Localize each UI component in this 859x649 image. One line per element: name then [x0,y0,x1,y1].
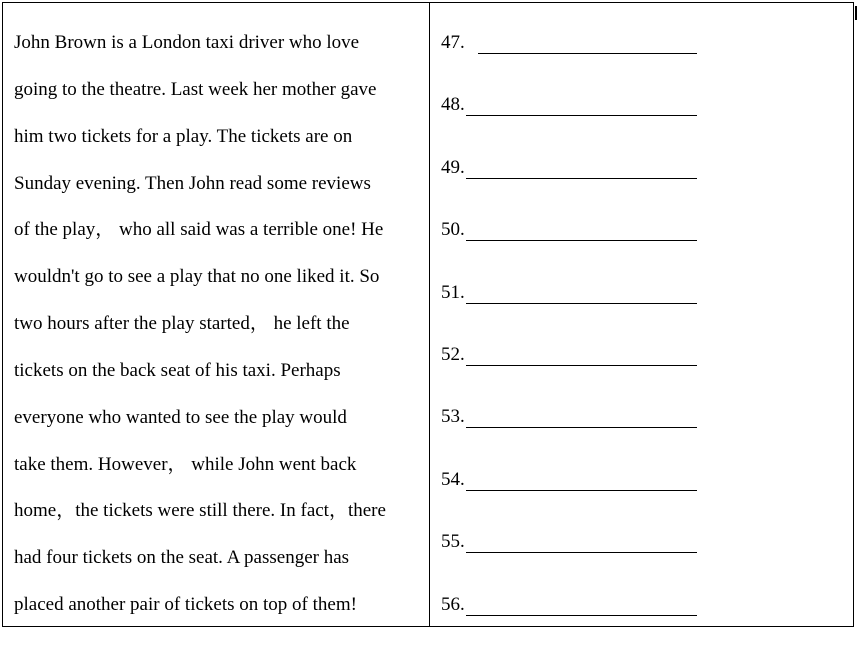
answer-blank[interactable] [466,240,697,241]
question-number: 52. [441,343,465,365]
passage-line: tickets on the back seat of his taxi. Perhaps [14,359,341,381]
passage-text [14,26,424,635]
answer-list [441,25,465,649]
question-number: 47. [441,32,465,53]
passage-line: him two tickets for a play. The tickets are on [14,125,353,147]
passage-line: John Brown is a London taxi driver who love [14,32,360,53]
passage-line: wouldn't go to see a play that no one liked it. So [14,266,380,288]
column-divider [429,2,430,627]
question-number: 50. [441,219,465,241]
answer-blank[interactable] [466,303,697,304]
answer-row [441,25,465,87]
answer-blank[interactable] [466,365,697,366]
passage-line: of the play， who all said was a terrible one! He [14,219,384,241]
text-cursor [855,6,857,20]
question-number: 56. [441,593,465,615]
answer-blank[interactable] [466,427,697,428]
answer-row [441,87,465,149]
answer-blank[interactable] [466,615,697,616]
answer-blank[interactable] [478,53,697,54]
answer-row [441,150,465,212]
answer-blank[interactable] [466,115,697,116]
passage-line: take them. However， while John went back [14,453,357,475]
passage-line: Sunday evening. Then John read some reviews [14,172,371,194]
answer-row [441,399,465,461]
question-number: 51. [441,281,465,303]
passage-line: had four tickets on the seat. A passenger has [14,547,350,569]
passage-line: two hours after the play started， he left the [14,313,350,335]
answer-row [441,275,465,337]
answer-row [441,524,465,586]
question-number: 55. [441,531,465,553]
passage-line: everyone who wanted to see the play would [14,406,347,428]
question-number: 53. [441,406,465,428]
answer-blank[interactable] [466,552,697,553]
answer-row [441,462,465,524]
question-number: 54. [441,468,465,490]
answer-row [441,587,465,649]
passage-line: home，the tickets were still there. In fact，there [14,500,386,522]
answer-row [441,212,465,274]
answer-blank[interactable] [466,490,697,491]
answer-row [441,337,465,399]
passage-line: going to the theatre. Last week her mother gave [14,78,377,100]
passage-line: placed another pair of tickets on top of them! [14,594,357,616]
question-number: 49. [441,156,465,178]
question-number: 48. [441,94,465,116]
answer-blank[interactable] [466,178,697,179]
